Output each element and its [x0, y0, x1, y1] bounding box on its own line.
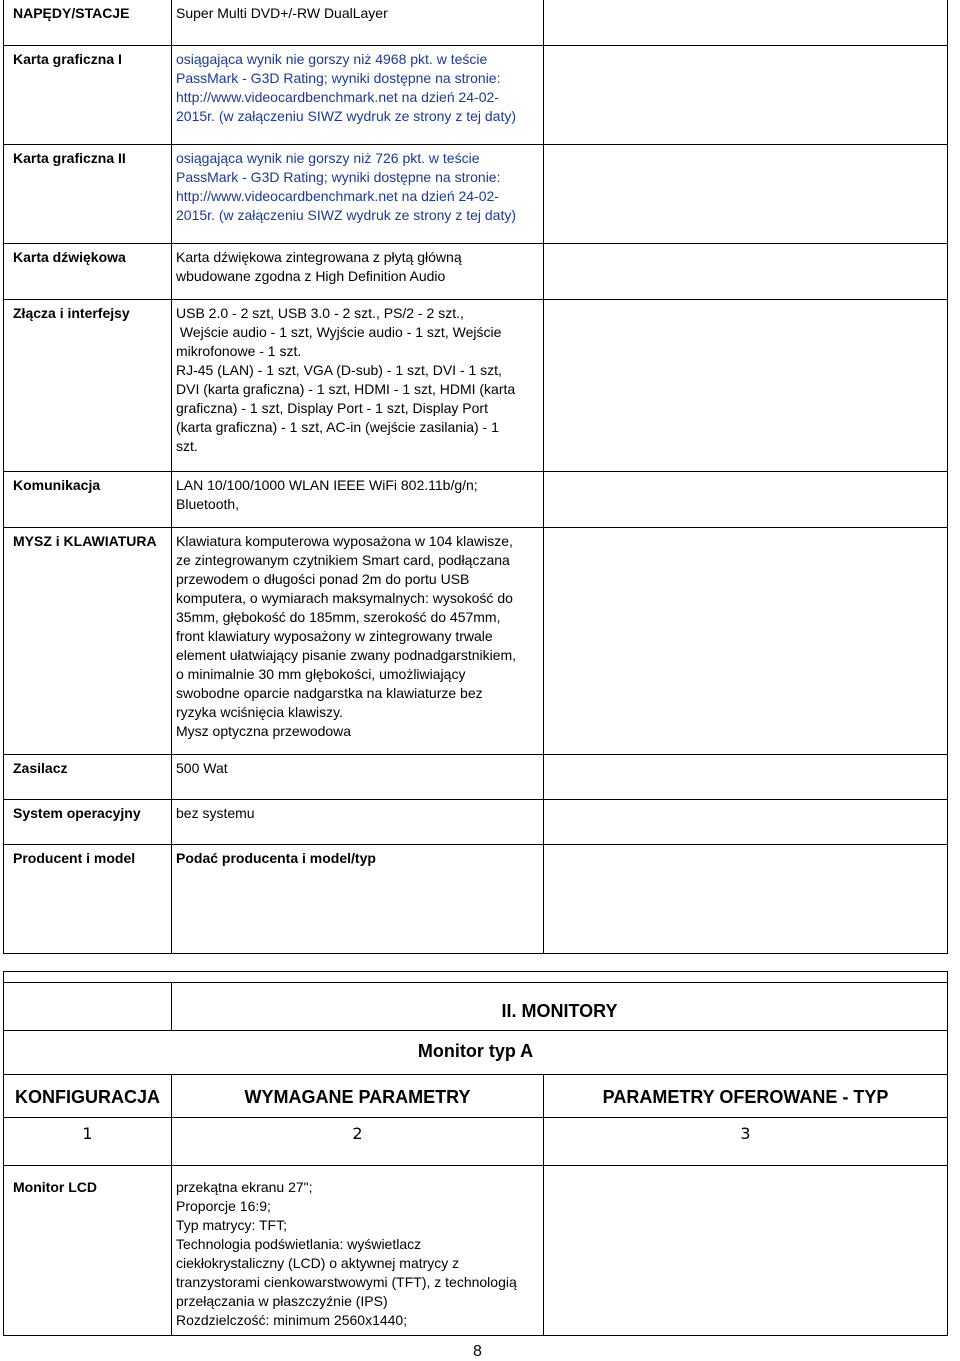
spec-value-line: przewodem o długości ponad 2m do portu USB	[176, 571, 470, 587]
spec-value-line: Karta dźwiękowa zintegrowana z płytą główną	[176, 249, 462, 265]
spec-value-line: PassMark - G3D Rating; wyniki dostępne na stronie:	[176, 169, 501, 185]
spec-value-mysz-i-klawiatura	[172, 528, 544, 755]
spec-value-line: Podać producenta i model/typ	[176, 850, 376, 866]
spec-label-system-operacyjny: System operacyjny	[4, 800, 172, 845]
monitor-requirement-line: Proporcje 16:9;	[176, 1198, 271, 1214]
spec-value-zasilacz	[172, 755, 544, 800]
spec-value-line: RJ-45 (LAN) - 1 szt, VGA (D-sub) - 1 szt, DVI - 1 szt,	[176, 362, 502, 378]
spec-value-line: Super Multi DVD+/-RW DualLayer	[176, 5, 388, 21]
section-title: II. MONITORY	[172, 983, 948, 1031]
spec-value-line: o minimalnie 30 mm głębokości, umożliwiający	[176, 666, 466, 682]
spec-value-line: http://www.videocardbenchmark.net na dzień 24-02-	[176, 188, 499, 204]
spec-value-line: LAN 10/100/1000 WLAN IEEE WiFi 802.11b/g/n;	[176, 477, 478, 493]
spec-label-napedy-stacje: NAPĘDY/STACJE	[4, 0, 172, 46]
spec-value-line: ze zintegrowanym czytnikiem Smart card, podłączana	[176, 552, 510, 568]
monitor-requirement-line: przełączania w płaszczyźnie (IPS)	[176, 1293, 388, 1309]
spec-label-komunikacja: Komunikacja	[4, 472, 172, 528]
monitor-requirement-line: Typ matrycy: TFT;	[176, 1217, 287, 1233]
spec-row	[4, 46, 948, 145]
spec-row	[4, 0, 948, 46]
monitor-requirement-line: ciekłokrystaliczny (LCD) o aktywnej matrycy z	[176, 1255, 460, 1271]
spec-value-line: Mysz optyczna przewodowa	[176, 723, 352, 739]
spec-value-line: graficzna) - 1 szt, Display Port - 1 szt, Display Port	[176, 400, 488, 416]
spec-label-producent-i-model: Producent i model	[4, 845, 172, 954]
spec-value-line: USB 2.0 - 2 szt, USB 3.0 - 2 szt., PS/2 - 2 szt.,	[176, 305, 464, 321]
spec-value-line: bez systemu	[176, 805, 255, 821]
spec-label-zasilacz: Zasilacz	[4, 755, 172, 800]
spec-label-mysz-i-klawiatura: MYSZ i KLAWIATURA	[4, 528, 172, 755]
spec-table	[3, 0, 948, 954]
spec-row	[4, 472, 948, 528]
spec-value-line: element ułatwiający pisanie zwany podnadgarstnikiem,	[176, 647, 517, 663]
spec-value-line: 35mm, głębokość do 185mm, szerokość do 457mm,	[176, 609, 501, 625]
monitors-table	[3, 971, 948, 1336]
spec-value-producent-i-model	[172, 845, 544, 954]
spec-value-line: wbudowane zgodna z High Definition Audio	[176, 268, 446, 284]
monitor-lcd-label: Monitor LCD	[4, 1166, 172, 1336]
spec-offered-empty	[544, 472, 948, 528]
header-oferowane: PARAMETRY OFEROWANE - TYP	[544, 1075, 948, 1118]
spec-offered-empty	[544, 300, 948, 472]
monitor-requirement-line: tranzystorami cienkowarstwowymi (TFT), z technologią	[176, 1274, 517, 1290]
spec-offered-empty	[544, 0, 948, 46]
spec-label-karta-graficzna-i: Karta graficzna I	[4, 46, 172, 145]
spec-offered-empty	[544, 755, 948, 800]
spec-value-zlacza-i-interfejsy	[172, 300, 544, 472]
spec-value-line: 2015r. (w załączeniu SIWZ wydruk ze strony z tej daty)	[176, 207, 517, 223]
top-strip	[4, 972, 948, 983]
spec-value-line: http://www.videocardbenchmark.net na dzień 24-02-	[176, 89, 499, 105]
spec-value-system-operacyjny	[172, 800, 544, 845]
spec-value-line: front klawiatury wyposażony w zintegrowany trwale	[176, 628, 493, 644]
spec-value-line: osiągająca wynik nie gorszy niż 726 pkt. w teście	[176, 150, 480, 166]
spec-value-line: DVI (karta graficzna) - 1 szt, HDMI - 1 szt, HDMI (karta	[176, 381, 516, 397]
spec-row	[4, 755, 948, 800]
spec-value-line: 500 Wat	[176, 760, 228, 776]
spec-value-komunikacja	[172, 472, 544, 528]
spec-value-line: komputera, o wymiarach maksymalnych: wysokość do	[176, 590, 513, 606]
header-konfiguracja: KONFIGURACJA	[4, 1075, 172, 1118]
spec-value-karta-graficzna-i	[172, 46, 544, 145]
spec-value-line: 2015r. (w załączeniu SIWZ wydruk ze strony z tej daty)	[176, 108, 517, 124]
spec-value-line: ryzyka wciśnięcia klawiszy.	[176, 704, 343, 720]
page-number: 8	[473, 1343, 482, 1360]
monitor-lcd-requirements	[172, 1166, 544, 1336]
header-wymagane: WYMAGANE PARAMETRY	[172, 1075, 544, 1118]
column-number-2: 2	[172, 1118, 544, 1166]
monitor-requirement-line: Technologia podświetlania: wyświetlacz	[176, 1236, 422, 1252]
spec-value-line: swobodne oparcie nadgarstka na klawiaturze bez	[176, 685, 483, 701]
spec-value-karta-dzwiekowa	[172, 244, 544, 300]
spec-row	[4, 845, 948, 954]
spec-value-line: (karta graficzna) - 1 szt, AC-in (wejście zasilania) - 1	[176, 419, 499, 435]
spec-row	[4, 244, 948, 300]
spec-value-line: osiągająca wynik nie gorszy niż 4968 pkt. w teście	[176, 51, 488, 67]
monitor-lcd-offered	[544, 1166, 948, 1336]
spec-value-line: PassMark - G3D Rating; wyniki dostępne na stronie:	[176, 70, 501, 86]
spec-offered-empty	[544, 244, 948, 300]
spec-label-karta-dzwiekowa: Karta dźwiękowa	[4, 244, 172, 300]
spec-offered-empty	[544, 845, 948, 954]
spec-label-zlacza-i-interfejsy: Złącza i interfejsy	[4, 300, 172, 472]
monitor-requirement-line: Rozdzielczość: minimum 2560x1440;	[176, 1312, 408, 1328]
spec-row	[4, 528, 948, 755]
column-number-3: 3	[544, 1118, 948, 1166]
column-number-1: 1	[4, 1118, 172, 1166]
spec-row	[4, 145, 948, 244]
spec-label-karta-graficzna-ii: Karta graficzna II	[4, 145, 172, 244]
spec-value-line: Klawiatura komputerowa wyposażona w 104 klawisze,	[176, 533, 513, 549]
monitor-requirement-line: przekątna ekranu 27";	[176, 1179, 313, 1195]
spec-offered-empty	[544, 145, 948, 244]
spec-offered-empty	[544, 528, 948, 755]
spec-row	[4, 300, 948, 472]
spec-value-line: mikrofonowe - 1 szt.	[176, 343, 302, 359]
spec-row	[4, 800, 948, 845]
spec-value-line: szt.	[176, 438, 198, 454]
spec-value-napedy-stacje	[172, 0, 544, 46]
spec-offered-empty	[544, 46, 948, 145]
monitor-type-title: Monitor typ A	[4, 1031, 948, 1075]
spec-value-karta-graficzna-ii	[172, 145, 544, 244]
section-title-left	[4, 983, 172, 1031]
spec-value-line: Wejście audio - 1 szt, Wyjście audio - 1 szt, Wejście	[176, 324, 502, 340]
spec-value-line: Bluetooth,	[176, 496, 240, 512]
spec-offered-empty	[544, 800, 948, 845]
